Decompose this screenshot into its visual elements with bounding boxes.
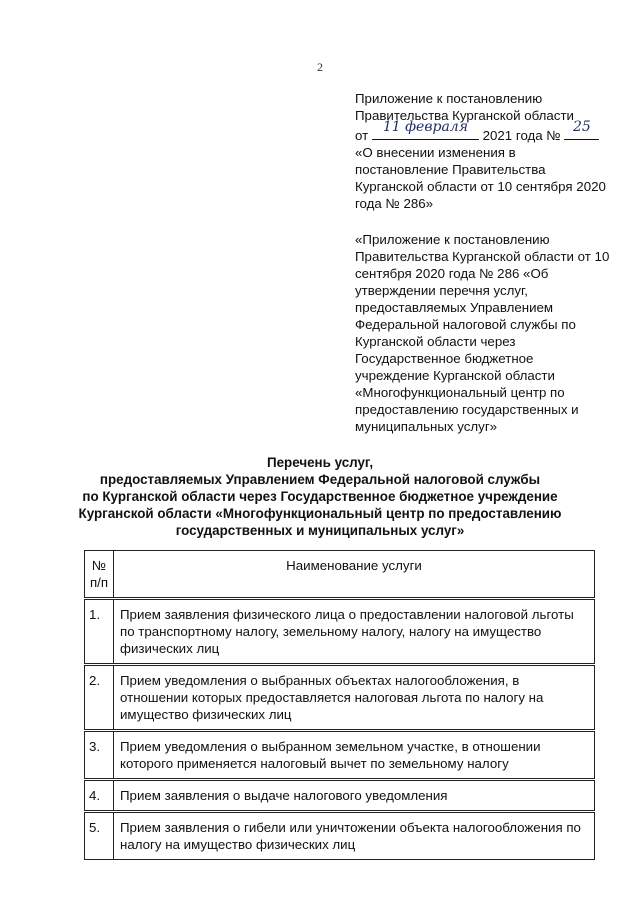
table-row xyxy=(85,812,595,860)
heading-line-4: Курганской области «Многофункциональный центр по предоставлению xyxy=(78,506,562,521)
header-num: № п/п xyxy=(85,551,114,599)
row-num: 3. xyxy=(85,731,114,780)
table-header-row xyxy=(85,551,595,599)
heading-line-5: государственных и муниципальных услуг» xyxy=(175,523,465,538)
appendix-date-line xyxy=(355,119,610,144)
row-num: 1. xyxy=(85,599,114,665)
document-heading xyxy=(60,454,580,539)
row-name: Прием заявления физического лица о предоставлении налоговой льготы по транспортному налогу, земельному налогу, налогу на имущество физических лиц xyxy=(114,599,595,665)
row-num: 5. xyxy=(85,812,114,860)
appendix-line-2: Правительства Курганской области xyxy=(355,108,574,123)
row-name: Прием заявления о выдаче налогового уведомления xyxy=(114,780,595,812)
handwritten-date: 11 февраля xyxy=(382,119,468,135)
row-num: 2. xyxy=(85,665,114,731)
header-name: Наименование услуги xyxy=(114,551,595,599)
date-blank xyxy=(372,119,479,140)
row-name: Прием уведомления о выбранных объектах налогообложения, в отношении которых предоставляется налоговая льгота по налогу на имущество физических лиц xyxy=(114,665,595,731)
table-row xyxy=(85,780,595,812)
row-num: 4. xyxy=(85,780,114,812)
heading-line-2: предоставляемых Управлением Федеральной налоговой службы xyxy=(99,472,541,487)
appendix-quoted: «Приложение к постановлению Правительства Курганской области от 10 сентября 2020 года № 286 «Об утверждении перечня услуг, предоставляемых Управлением Федеральной налоговой службы по Курганской области через Государственное бюджетное учреждение Курганской области «Многофункциональный центр по предоставлению государственных и муниципальных услуг» xyxy=(355,232,610,434)
page-number: 2 xyxy=(317,60,323,74)
row-name: Прием заявления о гибели или уничтожении объекта налогообложения по налогу на имущество физических лиц xyxy=(114,812,595,860)
appendix-line-1: Приложение к постановлению xyxy=(355,91,543,106)
appendix-block xyxy=(355,90,610,435)
date-suffix: 2021 года № xyxy=(482,128,561,143)
row-name: Прием уведомления о выбранном земельном участке, в отношении которого применяется налоговый вычет по земельному налогу xyxy=(114,731,595,780)
table-row xyxy=(85,665,595,731)
handwritten-number: 25 xyxy=(572,119,591,135)
heading-line-1: Перечень услуг, xyxy=(266,455,374,470)
appendix-title: «О внесении изменения в постановление Правительства Курганской области от 10 сентября 2020 года № 286» xyxy=(355,145,606,211)
table-row xyxy=(85,599,595,665)
number-blank xyxy=(564,119,599,140)
date-prefix: от xyxy=(355,128,369,143)
services-table xyxy=(84,550,595,860)
heading-line-3: по Курганской области через Государственное бюджетное учреждение xyxy=(82,489,558,504)
table-row xyxy=(85,731,595,780)
